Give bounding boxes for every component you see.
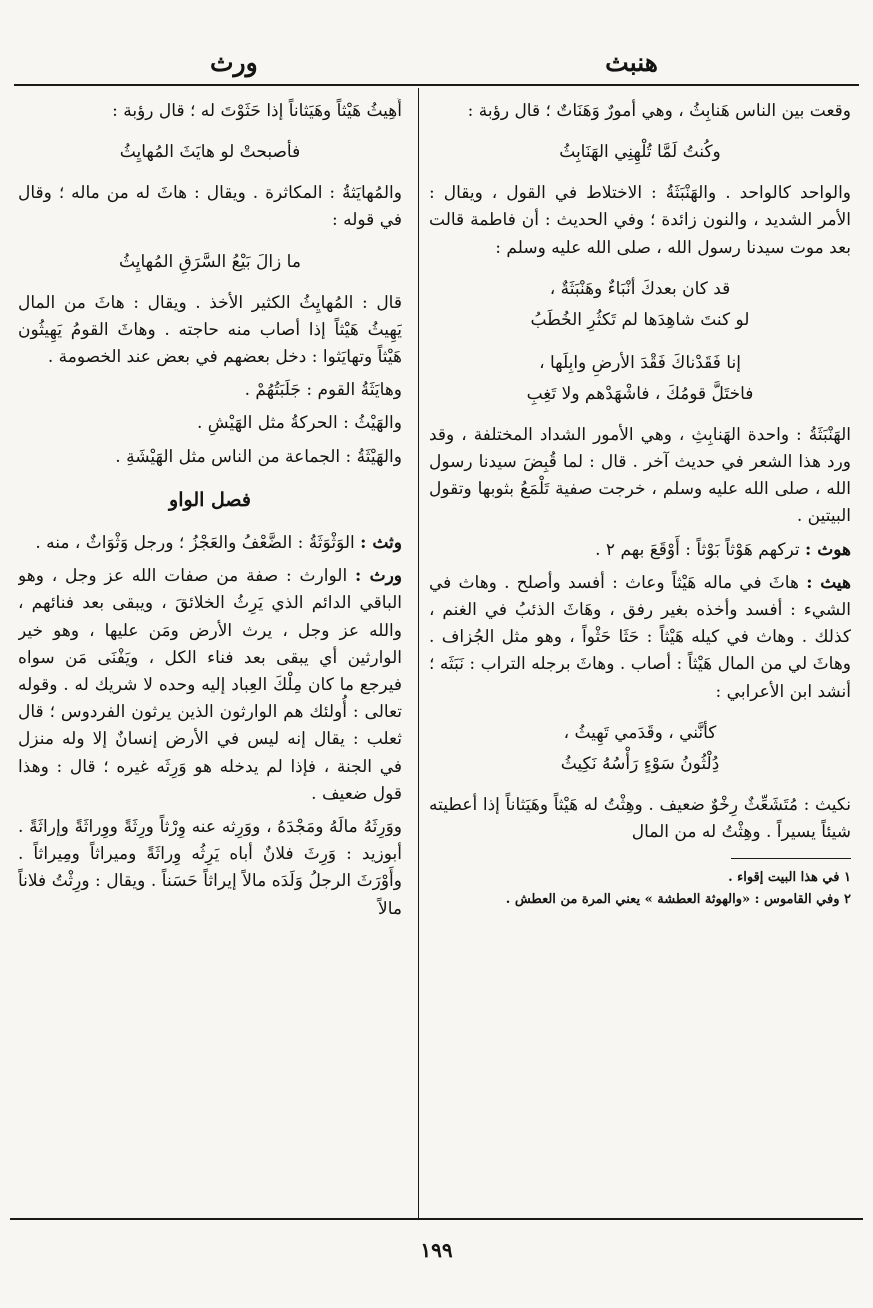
paragraph: نكيث : مُتَشَعِّثٌ رِخْوٌ ضعيف . وهِثْتُ له هَيْثاً وهَيَثاناً إذا أعطيته شيئاً يسيراً . وهِثْتُ له من المال [429,794,851,843]
right-column [429,98,851,1213]
verse [429,137,851,168]
entry-text: هاثَ في ماله هَيْثاً وعاث : أفسد وأصلح . وهاث في الشيء : أفسد وأخذه بغير رفق ، وهَاثَ الذئبُ في الغنم ، كذلك . وهاث في كيله هَيْثاً : حَثَا حَثْواً ، وهو مثل الجُزاف . وهاثَ لي من المال هَيْثاً : أصاب . وهاثَ برجله التراب : نَبَثَه ؛ أنشد ابن الأعرابي : [429,572,851,702]
entry-headword: ورث : [354,566,402,587]
verse-line: إنا فَقَدْناكَ فَقْدَ الأرضِ وابِلَها ، [539,352,741,373]
entry-headword: وثث : [360,533,402,554]
paragraph: والمُهايَثةُ : المكاثرة . ويقال : هاثَ له من ماله ؛ وقال في قوله : [18,183,402,231]
paragraph: والهَيْثُ : الحركةُ مثل الهَيْشِ . [196,413,402,434]
paragraph: الهَنْبَثَةُ : واحدة الهَنابِثِ ، وهي الأمور الشداد المختلفة ، وقد ورد هذا الشعر في حديث آخر . قال : لما قُبِضَ سيدنا رسول الله ، صلى الله عليه وسلم ، خرجت صفية تَلْمَعُ بثوبها وتقول البيتين . [429,424,851,527]
paragraph: وهايَثَةُ القوم : جَلَبَتُهُمْ . [244,380,402,401]
paragraph: والواحد كالواحد . والهَنْبَثَةُ : الاختلاط في القول ، ويقال : الأمر الشديد ، والنون زائدة ؛ وفي الحديث : أن فاطمة قالت بعد موت سيدنا رسول الله ، صلى الله عليه وسلم : [429,183,851,258]
verse-line: دُِلْثُونُ سَوْءٍ رَأْسُهُ نَكِيثُ [560,753,720,774]
verse-line: فأصبحتْ لو هايَثَ المُهايِثُ [119,142,301,163]
paragraph: أَهِيثُ هَيْثاً وهَيَثاناً إذا حَثَوْتَ له ؛ قال رؤبة : [112,101,402,121]
footnote-rule [731,858,851,859]
verse [429,274,851,336]
entry-hwt [429,537,851,564]
entry-wth [18,530,402,557]
verse-line: ما زالَ بَيْعُ السَّرَقِ المُهايِثُ [119,251,301,272]
verse [429,348,851,410]
bottom-rule [10,1218,863,1220]
header-headword-right: هنبث [605,48,658,77]
verse-line: فاختَلَّ قومُكَ ، فاشْهَدْهم ولا تَغِبِ [526,383,754,404]
entry-headword: هوث : [805,539,851,560]
verse-line: لو كنتَ شاهِدَها لم تَكثُرِ الخُطَبُ [530,309,750,330]
column-divider [418,88,419,1218]
page-number: ١٩٩ [420,1238,453,1262]
top-rule [14,84,859,86]
left-column [18,98,402,1213]
entry-text: الوَثْوَثَةُ : الضَّعْفُ والعَجْزُ ؛ ورجل وَثْوَاثٌ ، منه . [35,533,355,554]
entry-wrth [18,563,402,808]
paragraph: وقعت بين الناس هَنابِثُ ، وهي أمورٌ وَهَنَاتٌ ؛ قال رؤبة : [467,101,851,121]
verse-line: وكُنتُ لَمَّا تُلْهِنِي الهَنَابِثُ [559,142,721,163]
footnote: ١ في هذا البيت إقواء . [728,870,851,886]
footnote: ٢ وفي القاموس : «والهوثة العطشة » يعني المرة من العطش . [505,892,851,908]
section-title: فصل الواو [169,488,251,511]
verse [18,247,402,278]
verse [429,718,851,780]
entry-text: الوارث : صفة من صفات الله عز وجل ، وهو الباقي الدائم الذي يَرِثُ الخلائقَ ، ويبقى بعد فنائهم ، والله عز وجل ، يرث الأرض ومَن عليها ، وهو خير الوارثين أي يبقى بعد فناء الكل ، ويَفْنَى مَن سواه فيرجع ما كان مِلْكَ العِباد إليه وحده لا شريك له . وقوله تعالى : أُولئك هم الوارثون الذين يرثون الفردوس ؛ قال ثعلب : يقال إنه ليس في الأرض إنسانٌ إلا وله منزل في الجنة ، فإذا لم يدخله هو وَرِثَه غيره ؛ قال : وهذا قول ضعيف . [18,566,402,804]
entry-headword: هيث : [806,572,851,593]
paragraph: ووَرِثَهُ مالَهُ ومَجْدَهُ ، ووَرِثه عنه وِرْثاً ورِثَةً ووِراثَةً وإراثَةً . أبوزيد : وَرِثَ فلانٌ أباه يَرِثُه وِراثَةً وميراثاً ومِيراثاً . وأَوْرَثَ الرجلُ وَلَدَه مالاً إيراثاً حَسَناً . ويقال : ورِثْتُ فلاناً مالاً [18,817,402,919]
entry-text: تركهم هَوْثاً بَوْثاً : أَوْقَعَ بهم ٢ . [595,539,800,560]
verse [18,137,402,168]
paragraph: قال : المُهايِثُ الكثير الأخذ . ويقال : هاثَ من المال يَهِيثُ هَيْثاً إذا أصاب منه حاجته . وهاثَ القومُ يَهِيثُون هَيْثاً وتهايَثوا : دخل بعضهم في بعض عند الخصومة . [18,292,402,368]
paragraph: والهَيْثَةُ : الجماعة من الناس مثل الهَيْشَةِ . [115,446,402,467]
verse-line: كأنَّني ، وقَدَمي تَهِيثُ ، [563,722,717,743]
verse-line: قد كان بعدكَ أنْبَاءٌ وهَنْبَثَةٌ ، [549,278,731,299]
entry-hyth [429,570,851,706]
header-headword-left: ورث [210,48,258,77]
